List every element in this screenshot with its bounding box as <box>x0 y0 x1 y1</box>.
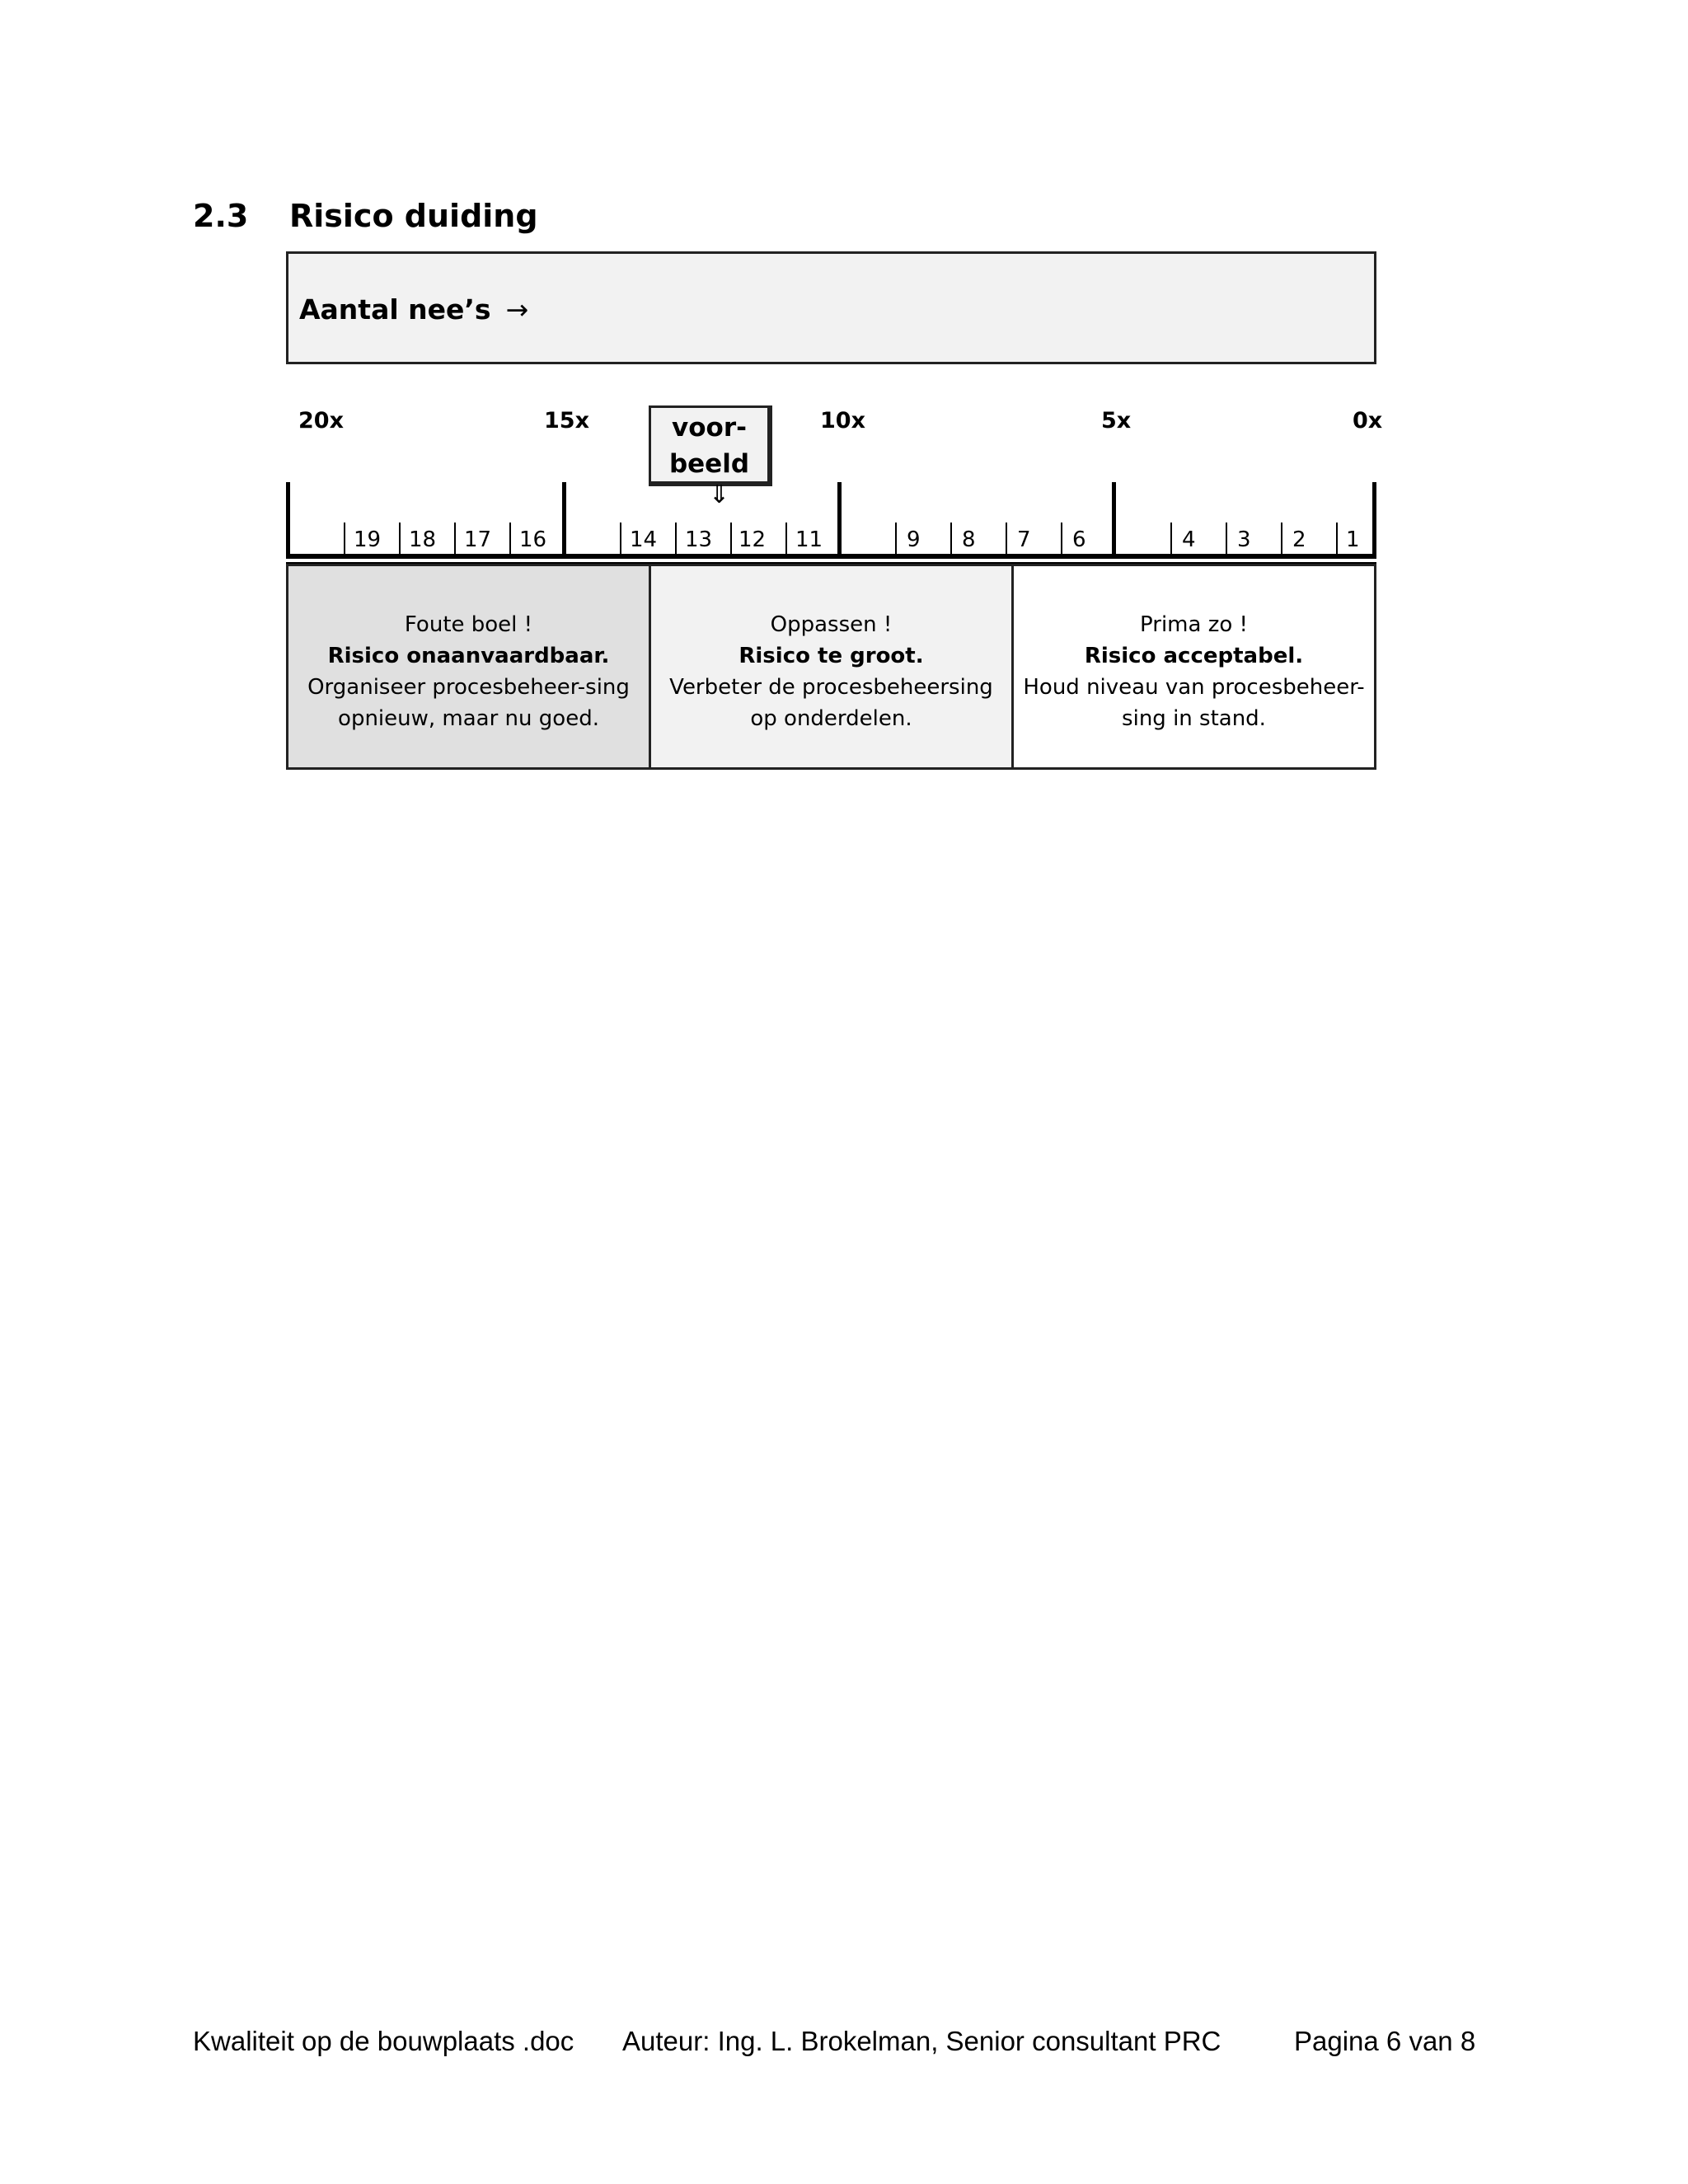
zone-title: Foute boel ! <box>404 612 533 637</box>
right-arrow-icon: → <box>505 293 529 326</box>
minor-tick <box>1006 523 1007 555</box>
zone-verdict: Risico onaanvaardbaar. <box>327 644 610 668</box>
minor-label-6: 6 <box>1072 527 1086 552</box>
zone-verdict: Risico acceptabel. <box>1084 644 1304 668</box>
minor-tick <box>620 523 621 555</box>
minor-label-1: 1 <box>1346 527 1360 552</box>
zone-acceptable <box>1011 566 1374 767</box>
minor-label-4: 4 <box>1182 527 1196 552</box>
minor-tick <box>895 523 897 555</box>
minor-tick <box>1281 523 1282 555</box>
minor-label-7: 7 <box>1017 527 1031 552</box>
minor-tick <box>344 523 345 555</box>
example-label-line2: beeld <box>668 449 750 479</box>
minor-label-18: 18 <box>409 527 437 552</box>
zone-advice: Verbeter de procesbeheersing op onderdelen. <box>669 675 993 731</box>
example-marker-box <box>649 405 772 486</box>
minor-label-2: 2 <box>1292 527 1306 552</box>
footer-author: Auteur: Ing. L. Brokelman, Senior consultant PRC <box>622 2026 1221 2056</box>
minor-tick <box>1336 523 1338 555</box>
major-label-5x: 5x <box>1101 408 1132 434</box>
major-label-10x: 10x <box>820 408 865 434</box>
minor-label-17: 17 <box>464 527 492 552</box>
major-tick <box>286 482 290 559</box>
minor-tick <box>950 523 952 555</box>
zone-unacceptable <box>288 566 649 767</box>
minor-label-16: 16 <box>519 527 547 552</box>
minor-tick <box>1170 523 1172 555</box>
minor-label-11: 11 <box>795 527 823 552</box>
major-label-0x: 0x <box>1353 408 1383 434</box>
minor-label-13: 13 <box>685 527 713 552</box>
minor-label-3: 3 <box>1237 527 1251 552</box>
risk-zones <box>286 564 1376 770</box>
zone-title: Oppassen ! <box>770 612 893 637</box>
major-tick <box>562 482 566 559</box>
scale-header-box <box>286 251 1376 364</box>
footer-page-number: Pagina 6 van 8 <box>1294 2026 1476 2056</box>
footer-filename: Kwaliteit op de bouwplaats .doc <box>193 2026 574 2056</box>
zone-verdict: Risico te groot. <box>738 644 924 668</box>
major-tick <box>1112 482 1116 559</box>
zone-advice: Houd niveau van procesbeheer-sing in stand. <box>1023 675 1365 731</box>
section-title: Risico duiding <box>289 198 538 234</box>
minor-tick <box>509 523 511 555</box>
zone-too-high <box>649 566 1011 767</box>
minor-label-9: 9 <box>907 527 921 552</box>
down-arrow-icon: ⇓ <box>709 480 730 509</box>
scale-header <box>299 293 528 326</box>
zone-advice: Organiseer procesbeheer-sing opnieuw, maar nu goed. <box>307 675 630 731</box>
example-label-line1: voor- <box>672 413 747 443</box>
section-number: 2.3 <box>193 198 249 234</box>
minor-tick <box>675 523 677 555</box>
minor-tick <box>785 523 787 555</box>
major-label-15x: 15x <box>544 408 589 434</box>
minor-tick <box>1061 523 1062 555</box>
minor-label-8: 8 <box>962 527 976 552</box>
minor-label-19: 19 <box>354 527 382 552</box>
major-tick <box>837 482 842 559</box>
zone-title: Prima zo ! <box>1140 612 1248 637</box>
scale-header-text: Aantal nee’s <box>299 293 491 326</box>
minor-tick <box>730 523 732 555</box>
ruler-baseline <box>286 554 1376 559</box>
major-tick <box>1372 482 1376 559</box>
minor-tick <box>454 523 456 555</box>
minor-tick <box>399 523 401 555</box>
minor-label-12: 12 <box>738 527 767 552</box>
minor-tick <box>1226 523 1227 555</box>
major-label-20x: 20x <box>298 408 344 434</box>
minor-label-14: 14 <box>630 527 658 552</box>
